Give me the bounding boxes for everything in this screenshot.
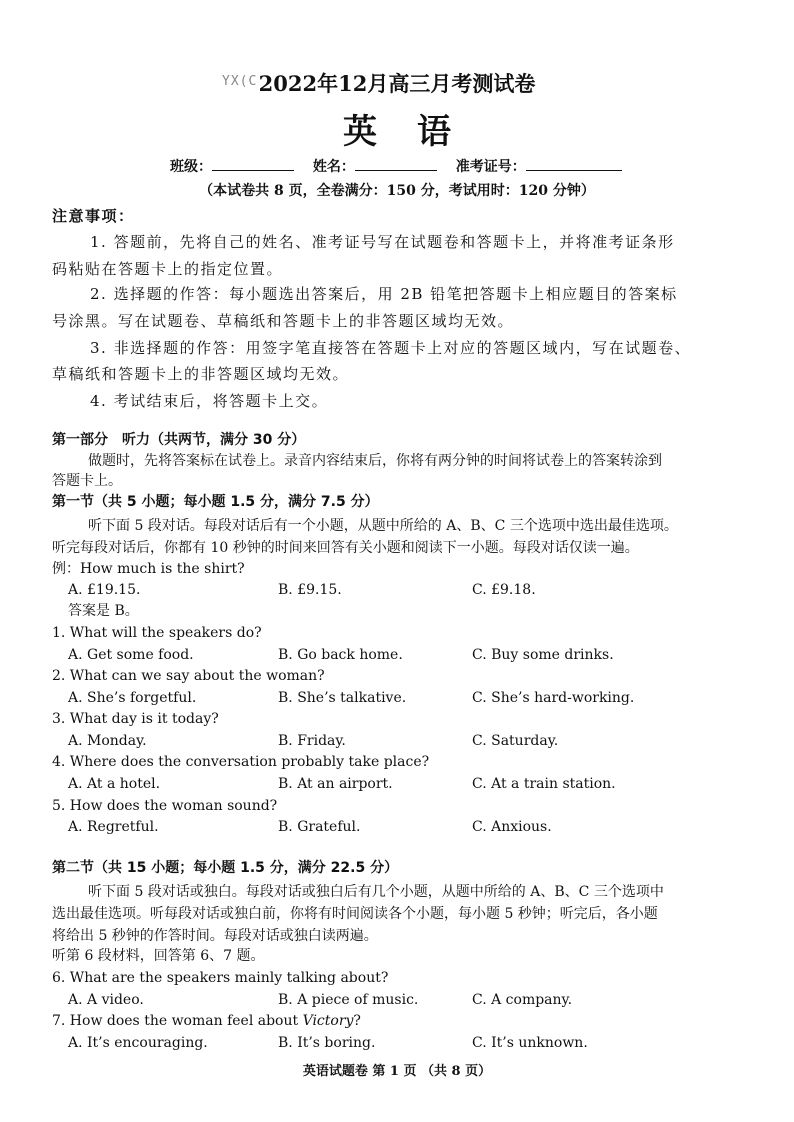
question-6: 6. What are the speakers mainly talking about? (52, 970, 389, 986)
section1-heading: 第一节（共 5 小题；每小题 1.5 分，满分 7.5 分） (52, 494, 379, 510)
student-fields (170, 156, 636, 176)
option-c[interactable]: C. Buy some drinks. (472, 647, 614, 663)
exam-info: （本试卷共 8 页，全卷满分：150 分，考试用时：120 分钟） (199, 183, 595, 199)
subject-title: 英语 (343, 112, 491, 152)
example-option-c: C. £9.18. (472, 582, 536, 598)
notice-line: 3. 非选择题的作答：用签字笔直接答在答题卡上对应的答题区域内，写在试题卷、 (90, 339, 692, 357)
option-a[interactable]: A. Regretful. (68, 819, 159, 835)
section2-heading: 第二节（共 15 小题；每小题 1.5 分，满分 22.5 分） (52, 860, 399, 876)
question-3: 3. What day is it today? (52, 711, 219, 727)
section1-intro: 听完每段对话后，你都有 10 秒钟的时间来回答有关小题和阅读下一小题。每段对话仅读一遍。 (52, 540, 639, 556)
question-2: 2. What can we say about the woman? (52, 668, 325, 684)
notice-line: 2. 选择题的作答：每小题选出答案后，用 2B 铅笔把答题卡上相应题目的答案标 (90, 285, 678, 303)
option-b[interactable]: B. Grateful. (278, 819, 361, 835)
option-c[interactable]: C. It’s unknown. (472, 1035, 588, 1051)
section2-intro: 听下面 5 段对话或独白。每段对话或独白后有几个小题，从题中所给的 A、B、C 三个选项中 (88, 884, 664, 900)
option-a[interactable]: A. A video. (68, 992, 144, 1008)
example-question: 例：How much is the shirt? (52, 561, 245, 577)
notice-heading: 注意事项： (52, 207, 135, 225)
option-c[interactable]: C. She’s hard-working. (472, 690, 635, 706)
class-blank[interactable] (212, 156, 294, 171)
question-7-title: Victory (302, 1013, 354, 1029)
question-7 (52, 1011, 361, 1031)
option-a[interactable]: A. It’s encouraging. (68, 1035, 208, 1051)
section2-intro: 将给出 5 秒钟的作答时间。每段对话或独白读两遍。 (52, 928, 378, 944)
section1-intro: 听下面 5 段对话。每段对话后有一个小题，从题中所给的 A、B、C 三个选项中选出最佳选项。 (88, 518, 678, 534)
question-4: 4. Where does the conversation probably take place? (52, 754, 430, 770)
example-option-a: A. £19.15. (68, 582, 141, 598)
material-note: 听第 6 段材料，回答第 6、7 题。 (52, 948, 265, 964)
option-c[interactable]: C. Saturday. (472, 733, 559, 749)
question-7-prefix: 7. How does the woman feel about (52, 1013, 303, 1029)
option-a[interactable]: A. Monday. (68, 733, 147, 749)
part1-intro: 答题卡上。 (52, 473, 122, 489)
notice-line: 草稿纸和答题卡上的非答题区域均无效。 (52, 365, 350, 383)
scan-smudge: YX(C (222, 74, 258, 89)
option-c[interactable]: C. At a train station. (472, 776, 616, 792)
example-option-b: B. £9.15. (278, 582, 342, 598)
exam-title: 2022年12月高三月考测试卷 (258, 71, 536, 96)
option-c[interactable]: C. A company. (472, 992, 573, 1008)
name-label: 姓名： (312, 159, 355, 175)
notice-line: 4. 考试结束后，将答题卡上交。 (90, 392, 329, 410)
option-a[interactable]: A. Get some food. (68, 647, 194, 663)
option-b[interactable]: B. Friday. (278, 733, 346, 749)
page-footer: 英语试题卷 第 1 页 （共 8 页） (302, 1064, 492, 1079)
section2-intro: 选出最佳选项。听每段对话或独白前，你将有时间阅读各个小题，每小题 5 秒钟；听完后，各小题 (52, 906, 658, 922)
class-label: 班级： (170, 159, 212, 175)
option-b[interactable]: B. At an airport. (278, 776, 393, 792)
option-a[interactable]: A. At a hotel. (68, 776, 161, 792)
question-1: 1. What will the speakers do? (52, 625, 262, 641)
notice-line: 码粘贴在答题卡上的指定位置。 (52, 260, 284, 278)
id-label: 准考证号： (455, 159, 526, 175)
option-b[interactable]: B. She’s talkative. (278, 690, 407, 706)
notice-line: 号涂黑。写在试题卷、草稿纸和答题卡上的非答题区域均无效。 (52, 312, 515, 330)
option-c[interactable]: C. Anxious. (472, 819, 552, 835)
option-a[interactable]: A. She’s forgetful. (68, 690, 197, 706)
question-5: 5. How does the woman sound? (52, 798, 278, 814)
option-b[interactable]: B. It’s boring. (278, 1035, 376, 1051)
name-blank[interactable] (355, 156, 437, 171)
part1-intro: 做题时，先将答案标在试卷上。录音内容结束后，你将有两分钟的时间将试卷上的答案转涂到 (88, 453, 662, 469)
part1-heading: 第一部分 听力（共两节，满分 30 分） (52, 432, 306, 448)
option-b[interactable]: B. A piece of music. (278, 992, 419, 1008)
question-7-suffix: ? (353, 1013, 361, 1029)
id-blank[interactable] (526, 156, 622, 171)
example-answer: 答案是 B。 (68, 603, 139, 619)
option-b[interactable]: B. Go back home. (278, 647, 403, 663)
notice-line: 1. 答题前，先将自己的姓名、准考证号写在试题卷和答题卡上，并将准考证条形 (90, 233, 675, 251)
